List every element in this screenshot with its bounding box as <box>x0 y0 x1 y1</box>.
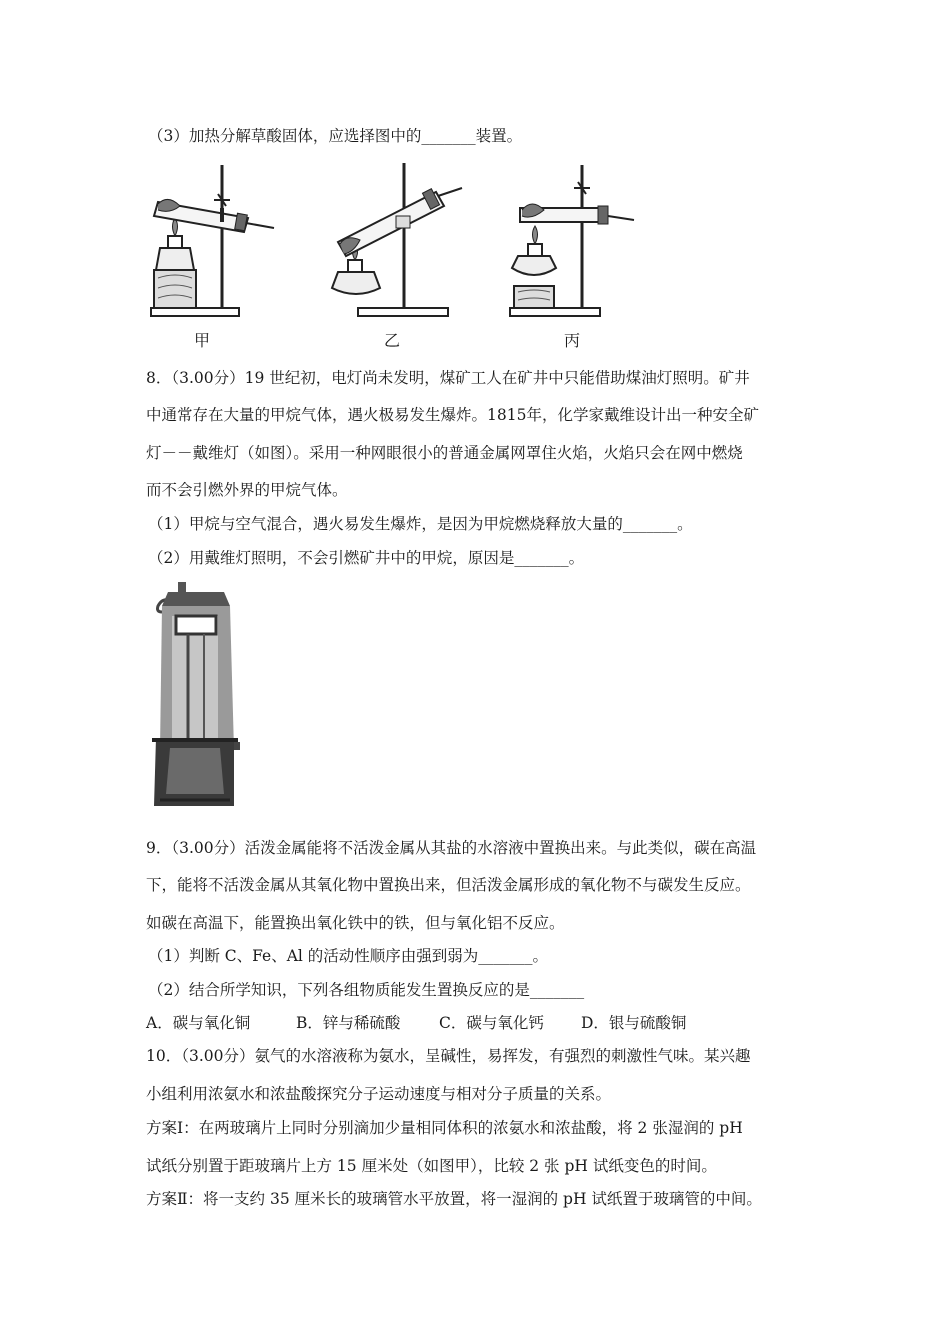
q9-option-a: A．碳与氧化铜 <box>146 1014 251 1032</box>
q9-option-d: D．银与硫酸铜 <box>581 1014 687 1032</box>
q10-scheme1-line-1: 方案Ⅰ：在两玻璃片上同时分别滴加少量相同体积的浓氨水和浓盐酸，将 2 张湿润的 pH <box>146 1119 743 1137</box>
q8-line-2: 中通常存在大量的甲烷气体，遇火极易发生爆炸。1815年，化学家戴维设计出一种安全矿 <box>146 406 759 424</box>
q9-line-1: 9．（3.00分）活泼金属能将不活泼金属从其盐的水溶液中置换出来。与此类似，碳在高温 <box>146 839 757 857</box>
q9-options <box>146 1013 686 1033</box>
q8-part2: （2）用戴维灯照明，不会引燃矿井中的甲烷，原因是_______。 <box>148 549 585 567</box>
q8-line-1: 8．（3.00分）19 世纪初，电灯尚未发明，煤矿工人在矿井中只能借助煤油灯照明。矿井 <box>146 369 750 387</box>
q7-part3-text: （3）加热分解草酸固体，应选择图中的_______装置。 <box>148 127 523 145</box>
q9-part1: （1）判断 C、Fe、Al 的活动性顺序由强到弱为_______。 <box>148 947 549 965</box>
q9-line-2: 下，能将不活泼金属从其氧化物中置换出来，但活泼金属形成的氧化物不与碳发生反应。 <box>146 876 751 894</box>
q9-line-3: 如碳在高温下，能置换出氧化铁中的铁，但与氧化铝不反应。 <box>146 914 565 932</box>
q9-option-b: B．锌与稀硫酸 <box>296 1014 401 1032</box>
apparatus-bing-figure <box>508 160 638 325</box>
label-jia: 甲 <box>194 331 211 350</box>
apparatus-yi-figure <box>330 160 470 325</box>
label-yi: 乙 <box>384 331 401 350</box>
q10-scheme1-line-2: 试纸分别置于距玻璃片上方 15 厘米处（如图甲），比较 2 张 pH 试纸变色的时间。 <box>146 1157 717 1175</box>
q10-scheme2-line: 方案Ⅱ：将一支约 35 厘米长的玻璃管水平放置，将一湿润的 pH 试纸置于玻璃管的中间。 <box>146 1190 762 1208</box>
q10-line-1: 10．（3.00分）氨气的水溶液称为氨水，呈碱性，易挥发，有强烈的刺激性气味。某兴趣 <box>146 1047 751 1065</box>
apparatus-jia-figure <box>148 160 278 325</box>
davy-lamp-figure <box>150 580 240 808</box>
label-bing: 丙 <box>564 331 581 350</box>
q8-line-4: 而不会引燃外界的甲烷气体。 <box>146 481 348 499</box>
q9-option-c: C．碳与氧化钙 <box>439 1014 544 1032</box>
q8-line-3: 灯－－戴维灯（如图）。采用一种网眼很小的普通金属网罩住火焰，火焰只会在网中燃烧 <box>146 444 743 462</box>
q10-line-2: 小组利用浓氨水和浓盐酸探究分子运动速度与相对分子质量的关系。 <box>146 1085 612 1103</box>
q9-part2: （2）结合所学知识，下列各组物质能发生置换反应的是_______ <box>148 981 585 999</box>
q8-part1: （1）甲烷与空气混合，遇火易发生爆炸，是因为甲烷燃烧释放大量的_______。 <box>148 515 693 533</box>
